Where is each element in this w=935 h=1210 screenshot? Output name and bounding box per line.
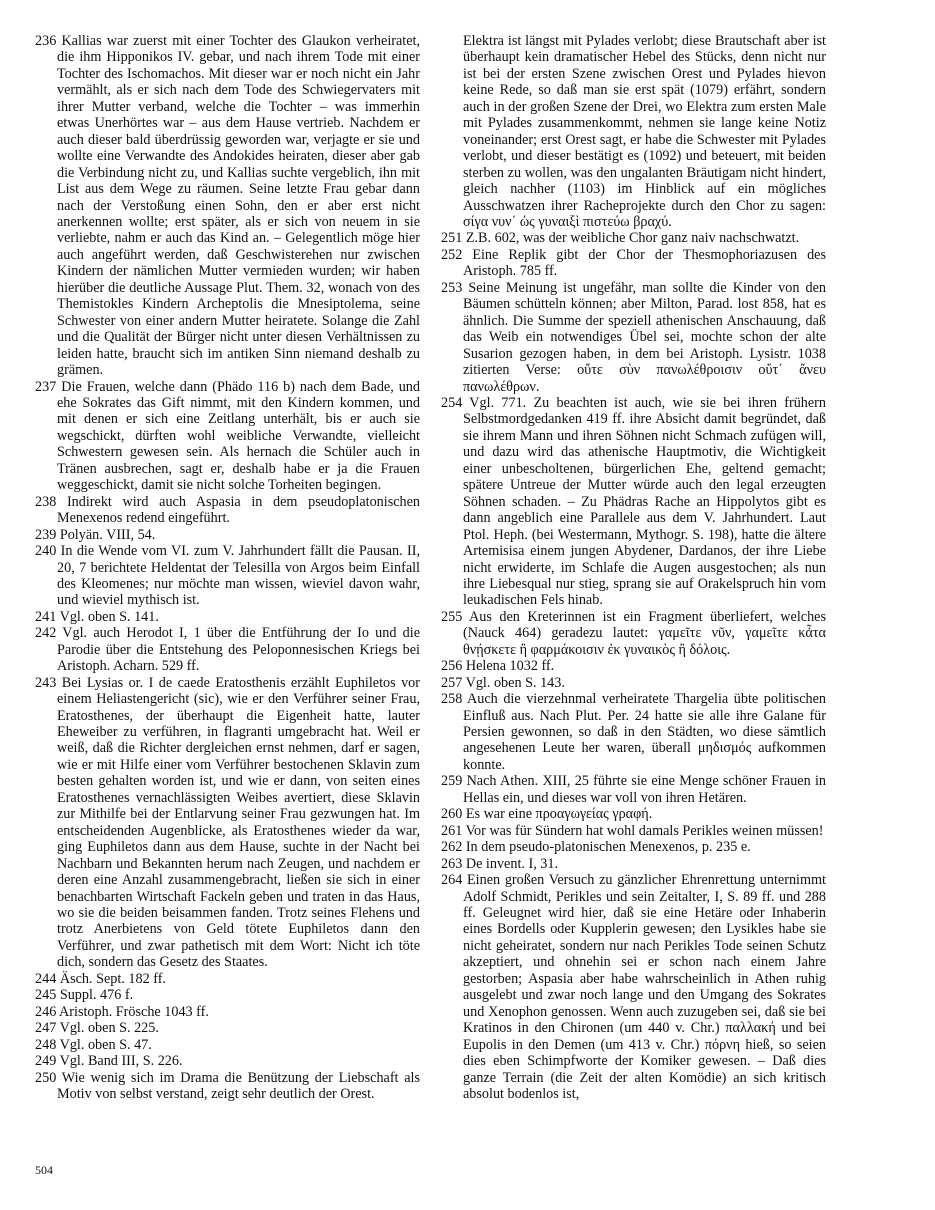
page-number: 504 [35,1163,53,1177]
footnote [441,280,826,395]
footnote-number: 240 [35,543,57,560]
footnote [441,806,826,822]
footnote-text: Helena 1032 ff. [465,658,555,675]
footnote-number: 259 [441,773,463,790]
footnote-text: Elektra ist längst mit Pylades verlobt; diese Brautschaft aber ist überhaupt kein dramatischer Hebel des Stücks, denn nicht nur ist bei der ersten Szene zwischen Orest und Pylades hievon keine Rede, so daß man sie erst spät (1079) erfährt, sondern auch in der großen Szene der Drei, wo Elektra zum ersten Male mit Pylades zusammenkommt, nehmen sie lange keine Notiz voneinander; erst Orest sagt, er habe die Schwester mit Pylades verlobt, und dieser bestätigt es (1092) und beteuert, mit beiden sterben zu wollen, was den ungalanten Bräutigam nicht hindert, gleich nachher (1103) im Hinblick auf ein mögliches Ausschwatzen ihrer Racheprojekte durch den Chor zu sagen: σίγα νυν΄ ὡς γυναιξὶ πιστεύω βραχύ. [463,33,826,230]
footnote-number: 255 [441,608,463,625]
footnote-text: Vgl. oben S. 47. [59,1036,152,1053]
footnote-number: 238 [35,493,57,510]
footnote [441,609,826,658]
footnote [35,1053,420,1069]
footnote-number: 239 [35,526,57,543]
footnote-number: 257 [441,674,463,691]
footnote [35,625,420,674]
footnote [35,379,420,494]
footnote-number: 245 [35,987,57,1004]
footnote [441,856,826,872]
footnote-number: 258 [441,691,463,708]
footnote-number: 243 [35,674,57,691]
footnote [35,33,420,379]
footnote-text: Vgl. Band III, S. 226. [59,1053,183,1070]
footnote [441,773,826,806]
footnote-text: Vgl. oben S. 141. [59,608,159,625]
footnote [35,987,420,1003]
footnote [441,839,826,855]
footnote [35,1037,420,1053]
footnote [441,247,826,280]
footnote-text: De invent. I, 31. [465,855,559,872]
footnote-text: In die Wende vom VI. zum V. Jahrhundert fällt die Pausan. II, 20, 7 berichtete Heldentat der Telesilla von Argos beim Einfall des Kleomenes; nur möchte man wissen, wieviel davon wahr, und wieviel mythisch ist. [57,543,421,609]
footnote-number: 263 [441,855,463,872]
footnote-number: 247 [35,1020,57,1037]
footnote-text: Vgl. oben S. 225. [59,1020,159,1037]
footnote [35,527,420,543]
footnote-text: Indirekt wird auch Aspasia in dem pseudoplatonischen Menexenos redend eingeführt. [57,493,421,527]
footnote [35,543,420,609]
footnote-text: Z.B. 602, was der weibliche Chor ganz naiv nachschwatzt. [465,230,800,247]
footnote-number: 262 [441,839,463,856]
footnote-text: Die Frauen, welche dann (Phädo 116 b) nach dem Bade, und ehe Sokrates das Gift nimmt, mit den Kindern kommen, und mit denen er sich eine Zeitlang unterhält, bis er auch sie wegschickt, dürften wohl weibliche Verwandte, vielleicht Schwestern gewesen sein. Als hernach die Schüler auch in Tränen ausbrechen, sagt er, deshalb habe er ja die Frauen weggeschickt, damit sie nicht solche Torheiten begingen. [57,378,420,494]
footnote-text: Äsch. Sept. 182 ff. [59,970,166,987]
footnote-number: 250 [35,1069,57,1086]
footnote-text: Vgl. 771. Zu beachten ist auch, wie sie bei ihren frühern Selbstmordgedanken 419 ff. ihre Absicht damit begründet, daß sie ihrem Mann und ihren Söhnen nicht Schmach zufügen will, und dazu wird das athenische Hauptmotiv, die Wichtigkeit einer unbescholtenen, bürgerlichen Ehe, geltend gemacht; spätere Untreue der Mutter würde auch den legal erzeugten Söhnen schaden. – Zu Phädras Rache an Hippolytos gibt es dann angeblich eine Parallele aus dem V. Jahrhundert. Laut Ptol. Heph. (bei Westermann, Mythogr. S. 198), hatte die ältere Artemisisa einem jungen Abydener, Dardanos, der ihre Liebe nicht erwiderte, im Schlafe die Augen ausgestochen; als nun ihre Liebesqual nur stieg, sprang sie auf Orakelspruch hin vom leukadischen Fels hinab. [463,394,826,609]
footnote [441,823,826,839]
footnote-number: 256 [441,658,463,675]
footnote [441,230,826,246]
footnote-number: 249 [35,1053,57,1070]
footnote-text: Vgl. auch Herodot I, 1 über die Entführung der Io und die Parodie über die Entstehung des Peloponnesischen Kriegs bei Aristoph. Acharn. 529 ff. [57,625,420,675]
footnote-text: Auch die vierzehnmal verheiratete Thargelia übte politischen Einfluß aus. Nach Plut. Per. 24 hatte sie alle ihre Galane für Persien gewonnen, so daß in den Städten, wo diese sämtlich angesehenen Leute her waren, überall μηδισμός aufkommen konnte. [463,691,826,773]
footnote [441,691,826,773]
footnote-text: Seine Meinung ist ungefähr, man sollte die Kinder von den Bäumen schütteln können; aber Milton, Parad. lost 858, hat es ähnlich. Die Summe der speziell athenischen Anschauung, daß das Weib ein notwendiges Übel sei, mochte schon der alte Susarion gezogen haben, in dem bei Aristoph. Lysistr. 1038 zitierten Verse: οὔτε σὺν πανωλέθροισιν οὔτ΄ ἄνευ πανωλέθρων. [463,279,827,395]
footnote-number: 253 [441,279,463,296]
footnote-number: 261 [441,822,463,839]
footnote-text: Aristoph. Frösche 1043 ff. [59,1003,209,1020]
footnote-text: Kallias war zuerst mit einer Tochter des Glaukon verheiratet, die ihm Hipponikos IV. gebar, und nach ihrem Tode mit einer Tochter des Ischomachos. Mit dieser war er noch nicht ein Jahr vermählt, als er sich nach dem Tode des Schwiegervaters mit ihrer Mutter verband, welche die Tochter – was immerhin etwas Unerhörtes war – aus dem Hause vertrieb. Nachdem er auch dieser bald überdrüssig geworden war, verjagte er sie und wollte eine Verwandte des Andokides heiraten, dieser aber gab die Verbindung nicht zu, und Kallias suchte vergeblich, ihn mit List aus dem Wege zu räumen. Seine letzte Frau gebar dann nach der Verstoßung einen Sohn, den er aber erst nicht anerkennen wollte; erst später, als er sich von neuem in sie verliebte, nahm er auch das Kind an. – Gelegentlich möge hier auch angeführt werden, daß Geschwisterehen nur zwischen Kindern der nämlichen Mutter vermieden wurden; wir haben hierüber die deutliche Aussage Plut. Them. 32, wonach von des Themistokles Kindern Archeptolis die Mnesiptolema, seine Schwester von einer andern Mutter heiratete. Solange die Zahl und die Qualität der Bürger nicht unter diesen Verhältnissen zu leiden hatte, braucht sich im antiken Sinn niemand deshalb zu grämen. [57,33,421,379]
footnote-text: Polyän. VIII, 54. [59,526,156,543]
footnote [35,1020,420,1036]
footnote-number: 264 [441,872,463,889]
footnote-number: 251 [441,230,463,247]
footnote-number: 237 [35,378,57,395]
footnote-number: 242 [35,625,57,642]
footnote-text: Nach Athen. XIII, 25 führte sie eine Menge schöner Frauen in Hellas ein, und dieses war voll von ihren Hetären. [463,773,826,806]
footnote [441,675,826,691]
footnote [35,971,420,987]
footnote-text: Einen großen Versuch zu gänzlicher Ehrenrettung unternimmt Adolf Schmidt, Perikles und sein Zeitalter, I, S. 89 ff. und 288 ff. Geleugnet wird hier, daß sie eine Hetäre oder Inhaberin eines Bordells oder Kupplerin gewesen; den Lysikles habe sie nicht geheiratet, sondern nur nach Perikles Tode seinen Schutz akzeptiert, und ohnehin sei er schon nach einem Jahre gestorben; Aspasia aber habe wahrscheinlich in Athen ruhig ausgelebt und zwar noch lange und den Umgang des Sokrates und Xenophon genossen. Wenn auch zuzugeben sei, daß sie bei Kratinos in den Chironen (um 440 v. Chr.) παλλακή und bei Eupolis in den Demen (um 413 v. Chr.) πόρνη hieß, so seien dies eben Schimpfworte der Komiker gewesen. – Daß dies ganze Terrain (die Zeit der alten Komödie) an sich kritisch absolut bodenlos ist, [463,872,827,1102]
footnote-number: 260 [441,806,463,823]
footnote [441,33,826,230]
footnote-number: 246 [35,1003,57,1020]
footnote-text: Vgl. oben S. 143. [465,674,565,691]
footnote-text: Suppl. 476 f. [59,987,134,1004]
footnote-number: 254 [441,394,463,411]
footnote-text: In dem pseudo-platonischen Menexenos, p. 235 e. [465,839,751,856]
footnote [35,494,420,527]
footnote-number: 244 [35,970,57,987]
footnote-number: 248 [35,1036,57,1053]
footnote [35,609,420,625]
footnote [441,872,826,1102]
footnote-number: 252 [441,246,463,263]
footnote [35,1004,420,1020]
footnote-text: Aus den Kreterinnen ist ein Fragment überliefert, welches (Nauck 464) geradezu lautet: γαμεῖτε νῦν, γαμεῖτε κἆτα θνῄσκετε ἢ φαρμάκοισιν ἐκ γυναικὸς ἢ δόλοις. [463,608,826,658]
footnote-text: Eine Replik gibt der Chor der Thesmophoriazusen des Aristoph. 785 ff. [463,246,827,280]
left-column [35,33,420,1102]
footnote [35,675,420,971]
footnote-text: Bei Lysias or. I de caede Eratosthenis erzählt Euphiletos vor einem Heliastengericht (sic), wie er den Verführer seiner Frau, Eratosthenes, der überhaupt die Eigenheit hatte, lauter Eheweiber zu verführen, in flagranti umgebracht hat. Weil er weiß, daß die Richter dergleichen ernst nehmen, darf er sagen, wie er mit Hilfe einer vom Verführer bestochenen Sklavin zum besten gehalten worden ist, und wie er dann, von seiten eines Eratosthenes vernachlässigten Weibes avertiert, diese Sklavin zur Mithilfe bei der Entlarvung seiner Frau gezwungen hat. Im entscheidenden Augenblicke, als Eratosthenes wieder da war, ging Euphiletos dann aus dem Hause, suchte in der Nacht bei Nachbarn und Bekannten herum nach Zeugen, und nachdem er deren eine Anzahl zusammengebracht, ließen sie sich in einer benachbarten Wirtschaft Fackeln geben und traten in das Haus, wo sie die beiden beisammen fanden. Trotz seines Flehens und trotz Anerbietens von Geld tötete Euphiletos dann den Verführer, und zwar pathetisch mit dem Wort: Nicht ich töte dich, sondern das Gesetz des Staates. [57,674,421,971]
footnote-text: Wie wenig sich im Drama die Benützung der Liebschaft als Motiv von selbst verstand, zeigt sehr deutlich der Orest. [57,1069,420,1102]
footnote [35,1070,420,1103]
right-column [441,33,826,1102]
footnote [441,395,826,609]
footnote-text: Es war eine προαγωγείας γραφή. [465,806,653,823]
footnote-text: Vor was für Sündern hat wohl damals Perikles weinen müssen! [465,822,824,839]
footnote [441,658,826,674]
footnote-number: 241 [35,608,57,625]
footnote-number: 236 [35,33,57,49]
